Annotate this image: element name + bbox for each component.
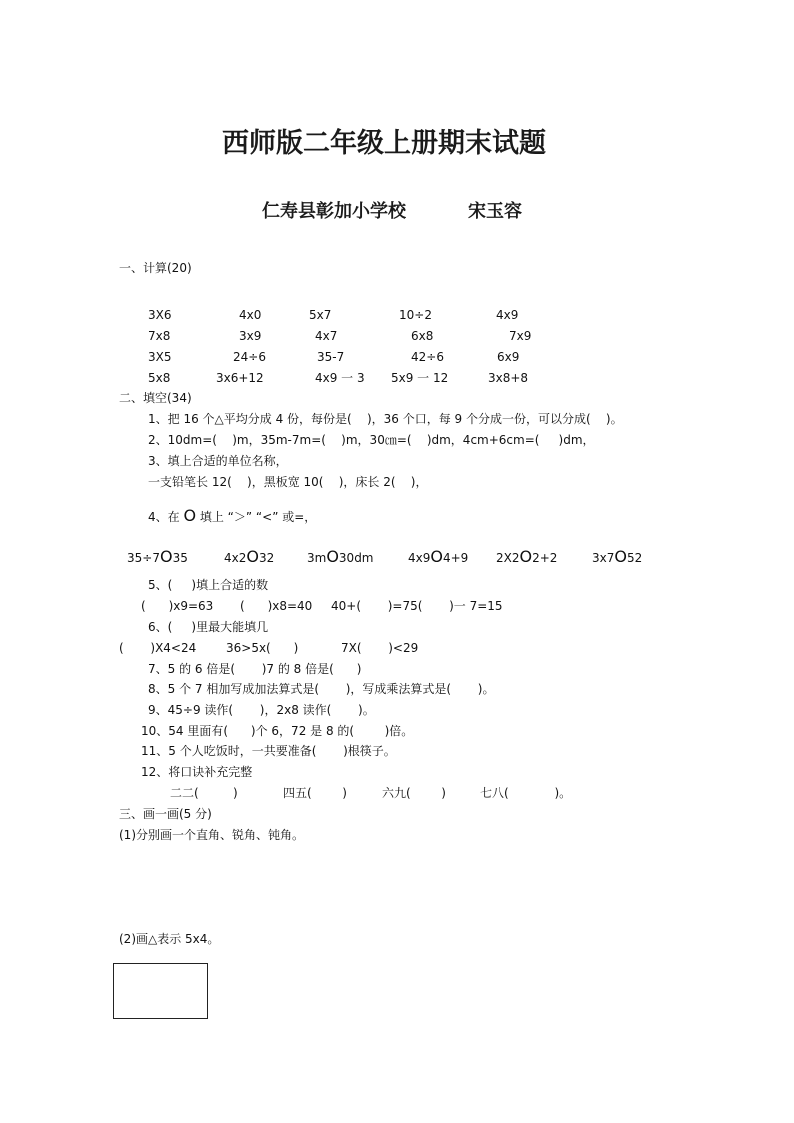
question-9: 9、45÷9 读作( )，2x8 读作( )。: [148, 703, 375, 717]
calc-item: 4x9 一 3: [315, 371, 365, 385]
compare-circle: O: [430, 547, 443, 566]
compare-left: 3x7: [592, 551, 615, 565]
compare-item: [127, 549, 188, 565]
compare-item: [224, 549, 274, 565]
calc-item: 4x7: [315, 329, 338, 343]
author-school: 仁寿县彰加小学校: [262, 201, 406, 222]
fill-item: 7X( )<29: [341, 641, 419, 655]
question-6: 6、( )里最大能填几: [148, 620, 269, 634]
fill-item: ( )x9=63: [141, 599, 214, 613]
question-3: 3、填上合适的单位名称，: [148, 454, 288, 468]
calc-item: 5x9 一 12: [391, 371, 449, 385]
calc-item: 4x9: [496, 308, 519, 322]
section3-heading: 三、画一画(5 分): [119, 807, 212, 821]
compare-right: 35: [172, 551, 188, 565]
compare-left: 4x2: [224, 551, 247, 565]
compare-left: 3m: [307, 551, 327, 565]
calc-item: 6x8: [411, 329, 434, 343]
section1-heading: 一、计算(20): [119, 261, 192, 275]
mnemonic-item: 六九( ): [382, 786, 446, 800]
calc-item: 5x7: [309, 308, 332, 322]
compare-item: [496, 549, 557, 565]
calc-item: 4x0: [239, 308, 262, 322]
compare-left: 2X2: [496, 551, 520, 565]
section2-heading: 二、填空(34): [119, 391, 192, 405]
draw-question-2: (2)画△表示 5x4。: [119, 932, 220, 946]
compare-circle: O: [519, 547, 533, 566]
compare-item: [307, 549, 374, 565]
fill-item: ( )X4<24: [119, 641, 197, 655]
compare-circle: O: [159, 547, 173, 566]
page-title: 西师版二年级上册期末试题: [222, 128, 546, 159]
fill-item: ( )x8=40: [240, 599, 313, 613]
calc-item: 7x8: [148, 329, 171, 343]
question-4: [148, 508, 316, 524]
calc-item: 7x9: [509, 329, 532, 343]
compare-right: 4+9: [442, 551, 469, 565]
question-1: 1、把 16 个△平均分成 4 份，每份是( )，36 个口，每 9 个分成一份，可以分成( )。: [148, 412, 623, 426]
calc-item: 3x6+12: [216, 371, 264, 385]
compare-right: 2+2: [532, 551, 558, 565]
calc-item: 3x9: [239, 329, 262, 343]
compare-circle: O: [614, 547, 627, 566]
compare-item: [408, 549, 468, 565]
question-11: 11、5 个人吃饭时，一共要准备( )根筷子。: [141, 744, 396, 758]
calc-item: 10÷2: [399, 308, 432, 322]
question-8: 8、5 个 7 相加写成加法算式是( )，写成乘法算式是( )。: [148, 682, 495, 696]
question-12: 12、将口诀补充完整: [141, 765, 253, 779]
q4-prefix: 4、在: [148, 510, 184, 524]
calc-item: 35-7: [317, 350, 345, 364]
compare-circle: O: [246, 547, 259, 566]
fill-item: 40+( )=75( )一 7=15: [331, 599, 503, 613]
compare-right: 52: [626, 551, 643, 565]
compare-left: 35÷7: [127, 551, 160, 565]
compare-right: 30dm: [338, 551, 374, 565]
calc-item: 24÷6: [233, 350, 266, 364]
question-2: 2、10dm=( )m，35m-7m=( )m，30㎝=( )dm，4cm+6cm=( )dm，: [148, 433, 595, 447]
compare-left: 4x9: [408, 551, 431, 565]
mnemonic-item: 二二( ): [170, 786, 238, 800]
circle-symbol: O: [183, 506, 197, 525]
question-3-line2: 一支铅笔长 12( )，黑板宽 10( )，床长 2( )，: [148, 475, 428, 489]
compare-item: [592, 549, 642, 565]
draw-question-1: (1)分别画一个直角、锐角、钝角。: [119, 828, 304, 842]
compare-right: 32: [258, 551, 275, 565]
question-5: 5、( )填上合适的数: [148, 578, 269, 592]
fill-item: 36>5x( ): [226, 641, 299, 655]
calc-item: 3x8+8: [488, 371, 529, 385]
mnemonic-item: 四五( ): [283, 786, 347, 800]
q4-suffix: 填上 “＞” “<” 或=，: [196, 510, 317, 524]
calc-item: 3X5: [148, 350, 172, 364]
calc-item: 6x9: [497, 350, 520, 364]
calc-item: 5x8: [148, 371, 171, 385]
mnemonic-item: 七八( )。: [480, 786, 572, 800]
question-10: 10、54 里面有( )个 6，72 是 8 的( )倍。: [141, 724, 414, 738]
calc-item: 3X6: [148, 308, 172, 322]
question-7: 7、5 的 6 倍是( )7 的 8 倍是( ): [148, 662, 362, 676]
calc-item: 42÷6: [411, 350, 444, 364]
drawing-box[interactable]: [113, 963, 208, 1019]
compare-circle: O: [326, 547, 339, 566]
author-name: 宋玉容: [468, 201, 522, 222]
